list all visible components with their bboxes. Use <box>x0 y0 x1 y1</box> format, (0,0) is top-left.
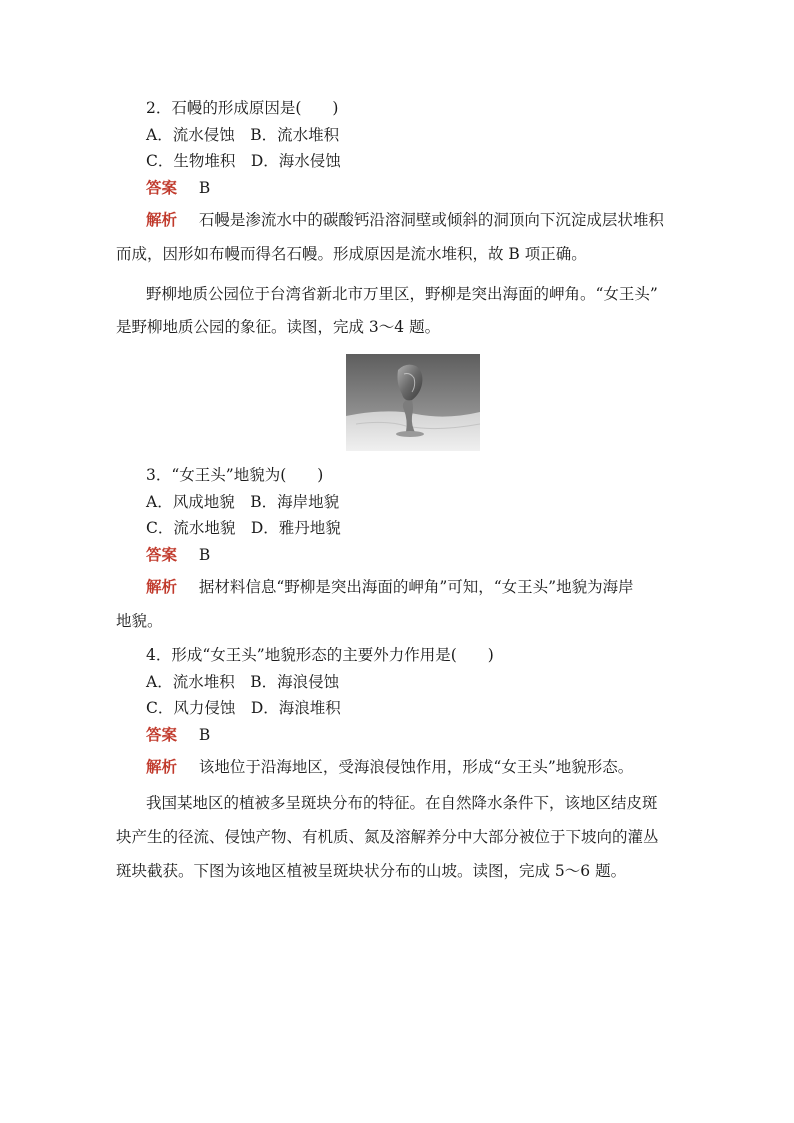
q3-stem: 3．“女王头”地貌为( ) <box>146 466 324 484</box>
intro1-line1: 野柳地质公园位于台湾省新北市万里区，野柳是突出海面的岬角。“女王头” <box>146 285 658 303</box>
analysis-label: 解析 <box>146 211 178 229</box>
analysis-label: 解析 <box>146 578 178 596</box>
q3-options-cd: C．流水地貌 D．雅丹地貌 <box>146 519 341 537</box>
analysis-text: 该地位于沿海地区，受海浪侵蚀作用，形成“女王头”地貌形态。 <box>198 758 634 776</box>
q2-stem: 2．石幔的形成原因是( ) <box>146 99 339 117</box>
answer-label: 答案 <box>146 546 178 564</box>
answer-value: B <box>198 726 211 744</box>
intro1-line2: 是野柳地质公园的象征。读图，完成 3～4 题。 <box>116 318 441 336</box>
q2-analysis-line2: 而成，因形如布幔而得名石幔。形成原因是流水堆积，故 B 项正确。 <box>116 245 587 263</box>
q3-options-ab: A．风成地貌 B．海岸地貌 <box>146 493 340 511</box>
analysis-label: 解析 <box>146 758 178 776</box>
q4-analysis-line1 <box>146 757 716 777</box>
q2-answer <box>146 178 716 198</box>
queens-head-rock-image <box>346 354 480 451</box>
intro2-line2: 块产生的径流、侵蚀产物、有机质、氮及溶解养分中大部分被位于下坡向的灌丛 <box>116 828 659 846</box>
answer-value: B <box>198 546 211 564</box>
q4-options-ab: A．流水堆积 B．海浪侵蚀 <box>146 673 340 691</box>
answer-label: 答案 <box>146 179 178 197</box>
q3-analysis-line2: 地貌。 <box>116 612 163 630</box>
q2-options-ab: A．流水侵蚀 B．流水堆积 <box>146 126 340 144</box>
answer-value: B <box>198 179 211 197</box>
q2-options-cd: C．生物堆积 D．海水侵蚀 <box>146 152 341 170</box>
q3-answer <box>146 545 716 565</box>
analysis-text: 石幔是渗流水中的碳酸钙沿溶洞壁或倾斜的洞顶向下沉淀成层状堆积 <box>198 211 664 229</box>
q2-analysis-line1 <box>146 210 716 230</box>
intro2-line3: 斑块截获。下图为该地区植被呈斑块状分布的山坡。读图，完成 5～6 题。 <box>116 862 627 880</box>
intro2-line1: 我国某地区的植被多呈斑块分布的特征。在自然降水条件下，该地区结皮斑 <box>146 794 658 812</box>
q4-options-cd: C．风力侵蚀 D．海浪堆积 <box>146 699 341 717</box>
answer-label: 答案 <box>146 726 178 744</box>
q4-stem: 4．形成“女王头”地貌形态的主要外力作用是( ) <box>146 646 494 664</box>
q3-analysis-line1 <box>146 577 716 597</box>
analysis-text: 据材料信息“野柳是突出海面的岬角”可知，“女王头”地貌为海岸 <box>198 578 634 596</box>
q4-answer <box>146 725 716 745</box>
queens-head-rock-photo <box>346 354 480 451</box>
